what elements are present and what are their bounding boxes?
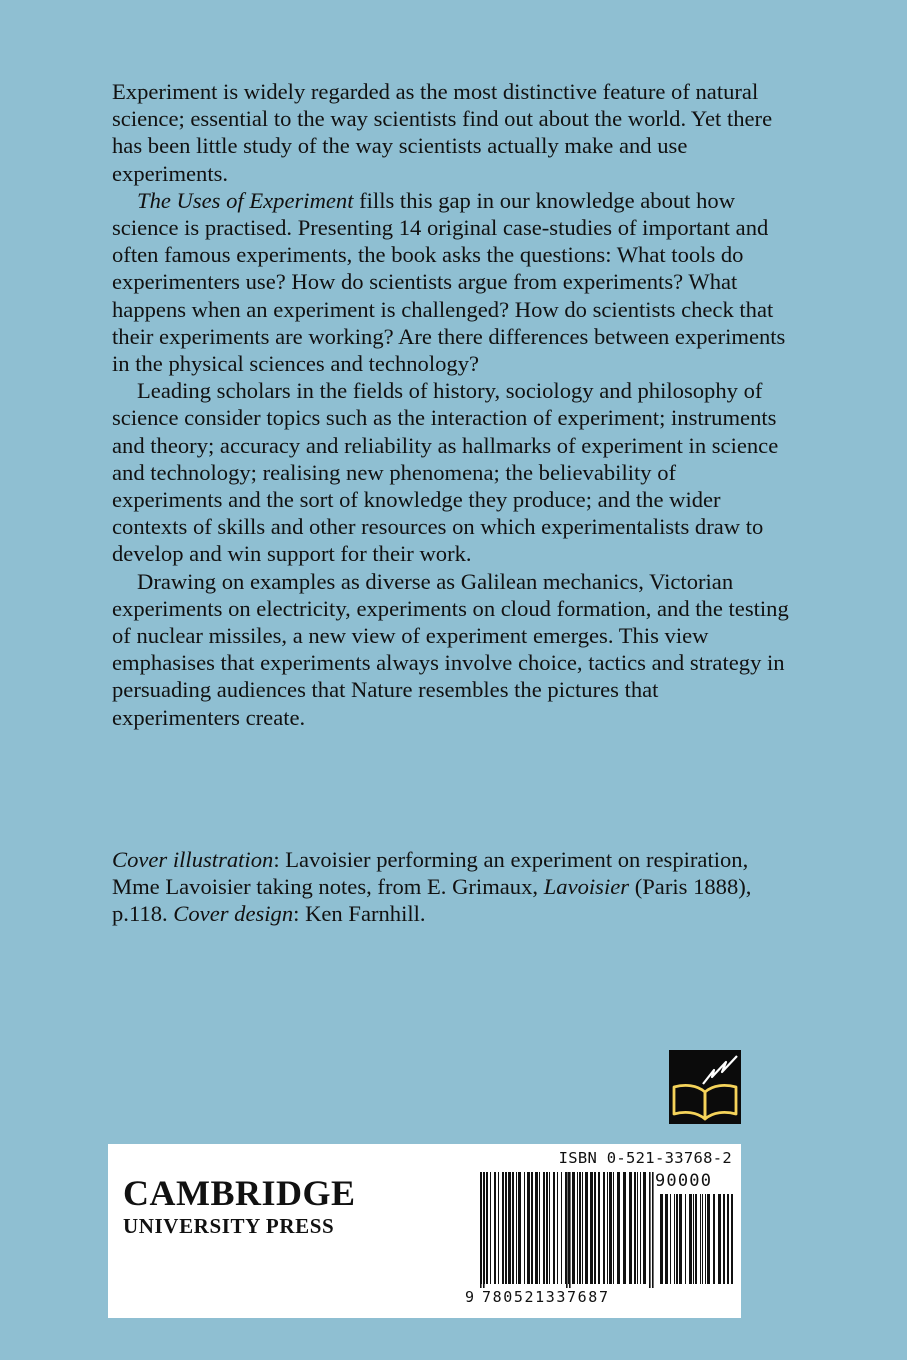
barcode-digits: 780521337687 xyxy=(482,1288,610,1306)
blurb-paragraph-1: Experiment is widely regarded as the most distinctive feature of natural science; essential to the way scientists find out about the world. Yet there has been little study of the way scientists actually make and use experiments. xyxy=(112,79,773,186)
blurb-paragraph-2-text: fills this gap in our knowledge about how science is practised. Presenting 14 original case-studies of important and often famous experiments, the book asks the questions: What tools do experimenters use? How do scientists argue from experiments? What happens when an experiment is challenged? How do scientists check that their experiments are working? Are there differences between experiments in the physical sciences and technology? xyxy=(112,187,786,377)
source-text: (Paris 1888), p.118. xyxy=(112,874,752,927)
blurb-paragraph-3: Leading scholars in the fields of history, sociology and philosophy of science consider topics such as the interaction of experiment; instruments and theory; accuracy and reliability as hallmarks of experiment in science and technology; realising new phenomena; the believability of experiments and the sort of knowledge they produce; and the wider contexts of skills and other resources on which experimentalists draw to develop and win support for their work. xyxy=(112,378,779,567)
open-book-lightning-icon xyxy=(669,1050,741,1124)
blurb-paragraph-4: Drawing on examples as diverse as Galilean mechanics, Victorian experiments on electricity, experiments on cloud formation, and the testing of nuclear missiles, a new view of experiment emerges. This view emphasises that experiments always involve choice, tactics and strategy in persuading audiences that Nature resembles the pictures that experimenters create. xyxy=(112,568,789,730)
barcode-first-digit: 9 xyxy=(465,1288,475,1306)
illustration-text: : Lavoisier performing an experiment on respiration, Mme Lavoisier taking notes, from E. Grimaux, xyxy=(112,847,749,900)
design-label: Cover design xyxy=(173,901,294,927)
source-title: Lavoisier xyxy=(543,874,630,900)
publisher-subtitle: UNIVERSITY PRESS xyxy=(123,1214,335,1238)
publisher-book-icon xyxy=(669,1050,741,1124)
book-title: The Uses of Experiment xyxy=(137,187,354,213)
illustration-label: Cover illustration xyxy=(112,847,274,872)
back-cover-blurb xyxy=(112,78,792,731)
blurb-paragraph-2 xyxy=(112,187,792,377)
design-text: : Ken Farnhill. xyxy=(293,901,426,927)
publisher-name: CAMBRIDGE xyxy=(123,1173,356,1213)
isbn-number: ISBN 0-521-33768-2 xyxy=(558,1149,732,1167)
publisher-barcode-panel xyxy=(108,1144,741,1318)
cover-credits xyxy=(112,846,792,928)
publisher-logo xyxy=(123,1174,356,1238)
price-code: 90000 xyxy=(655,1171,713,1191)
